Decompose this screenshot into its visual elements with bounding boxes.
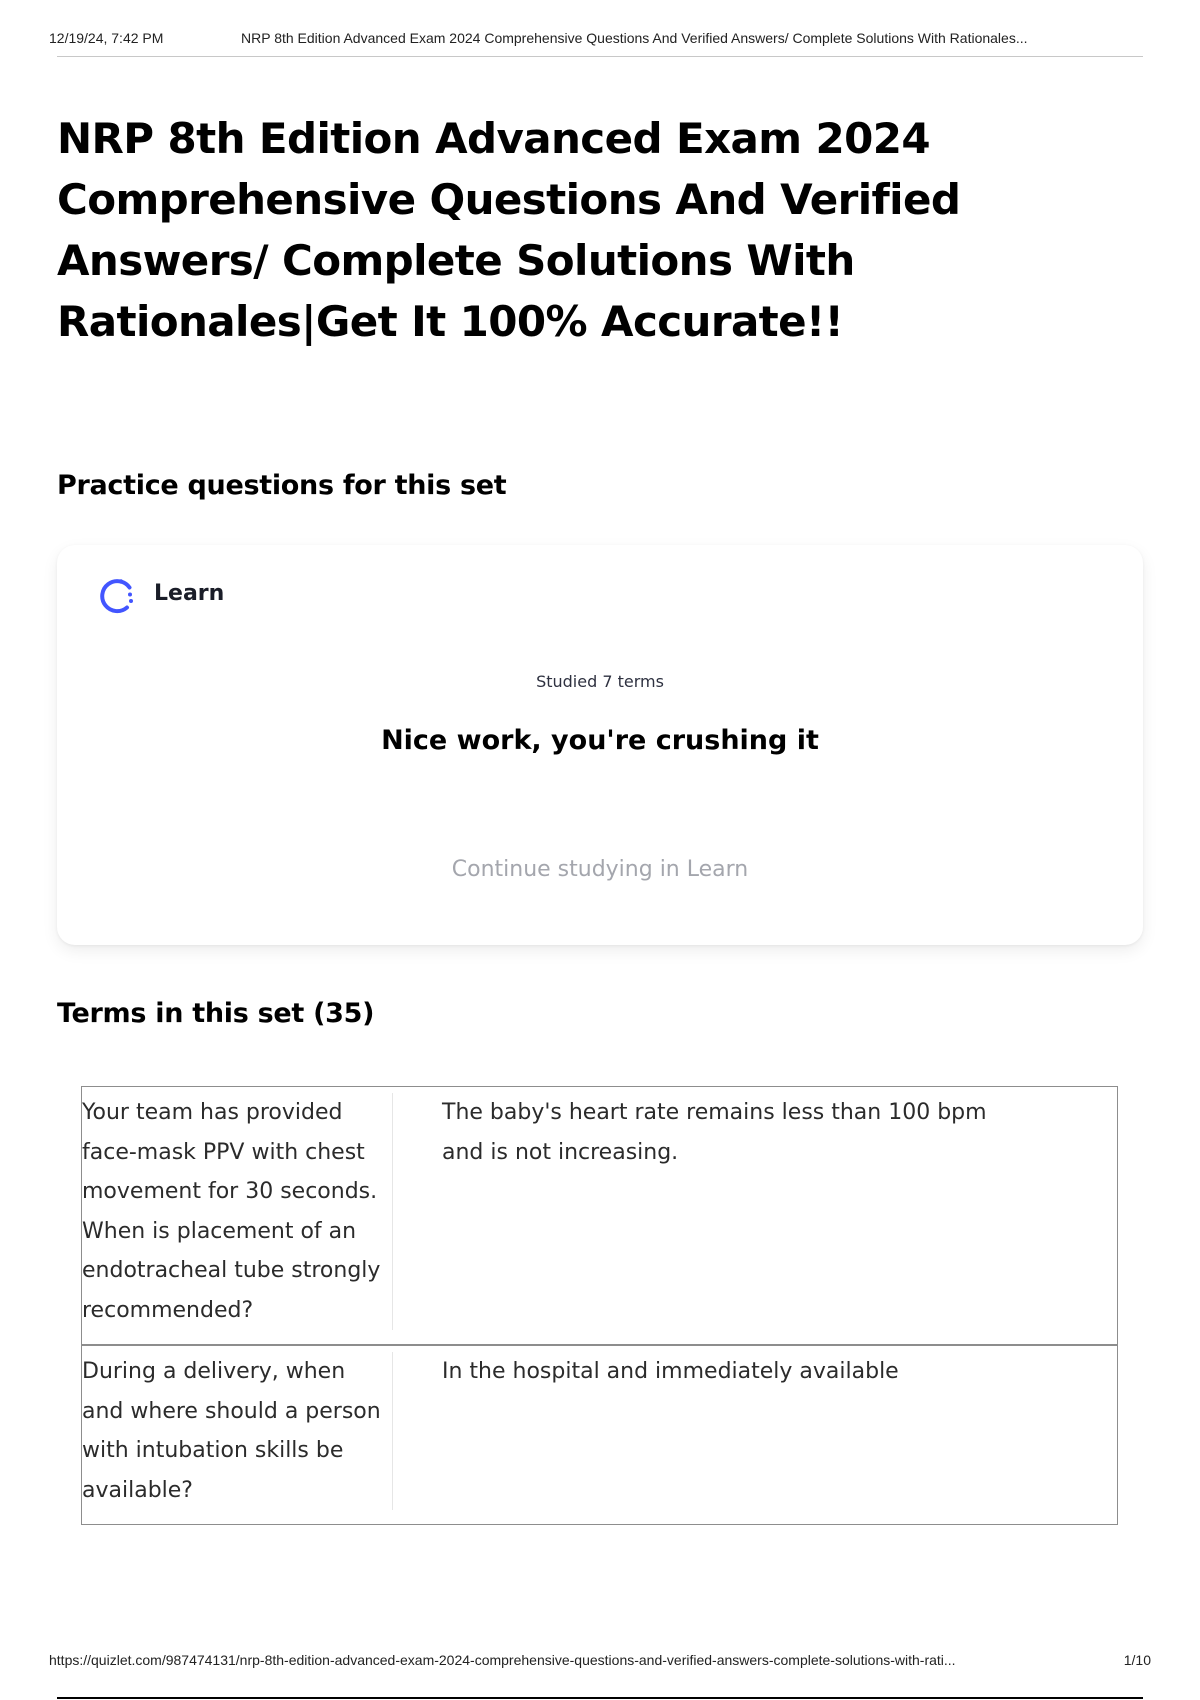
learn-label: Learn — [154, 581, 225, 606]
footer-divider — [57, 1697, 1143, 1699]
definition-text: In the hospital and immediately available — [442, 1359, 899, 1384]
page-number: 1/10 — [1123, 1652, 1151, 1668]
definition-text: The baby's heart rate remains less than 100 bpm and is not increasing. — [442, 1100, 987, 1165]
print-date: 12/19/24, 7:42 PM — [49, 30, 164, 46]
continue-learn-button[interactable]: Continue studying in Learn — [451, 857, 749, 882]
encouragement-message: Nice work, you're crushing it — [381, 725, 819, 756]
terms-table — [81, 1086, 1118, 1525]
print-header — [49, 30, 1149, 50]
practice-heading: Practice questions for this set — [57, 470, 507, 501]
print-footer — [49, 1652, 1151, 1672]
learn-card[interactable] — [57, 545, 1143, 945]
page-url: https://quizlet.com/987474131/nrp-8th-edition-advanced-exam-2024-comprehensive-questions-and-verified-answers-complete-solutions-with-rati... — [49, 1652, 956, 1668]
studied-count: Studied 7 terms — [536, 672, 664, 691]
term-row — [82, 1087, 1117, 1344]
learn-progress-ring-icon — [97, 575, 139, 617]
term-text: Your team has provided face-mask PPV with chest movement for 30 seconds. When is placement of an endotracheal tube strongly recommended? — [82, 1100, 381, 1323]
terms-heading: Terms in this set (35) — [57, 998, 375, 1029]
header-divider — [57, 56, 1143, 57]
print-document-title: NRP 8th Edition Advanced Exam 2024 Comprehensive Questions And Verified Answers/ Complete Solutions With Rationales... — [241, 30, 1028, 46]
term-text: During a delivery, when and where should a person with intubation skills be available? — [82, 1359, 381, 1503]
term-row — [82, 1344, 1117, 1524]
page-title: NRP 8th Edition Advanced Exam 2024 Comprehensive Questions And Verified Answers/ Complete Solutions With Rationales|Get It 100% Accurate!! — [57, 114, 961, 346]
